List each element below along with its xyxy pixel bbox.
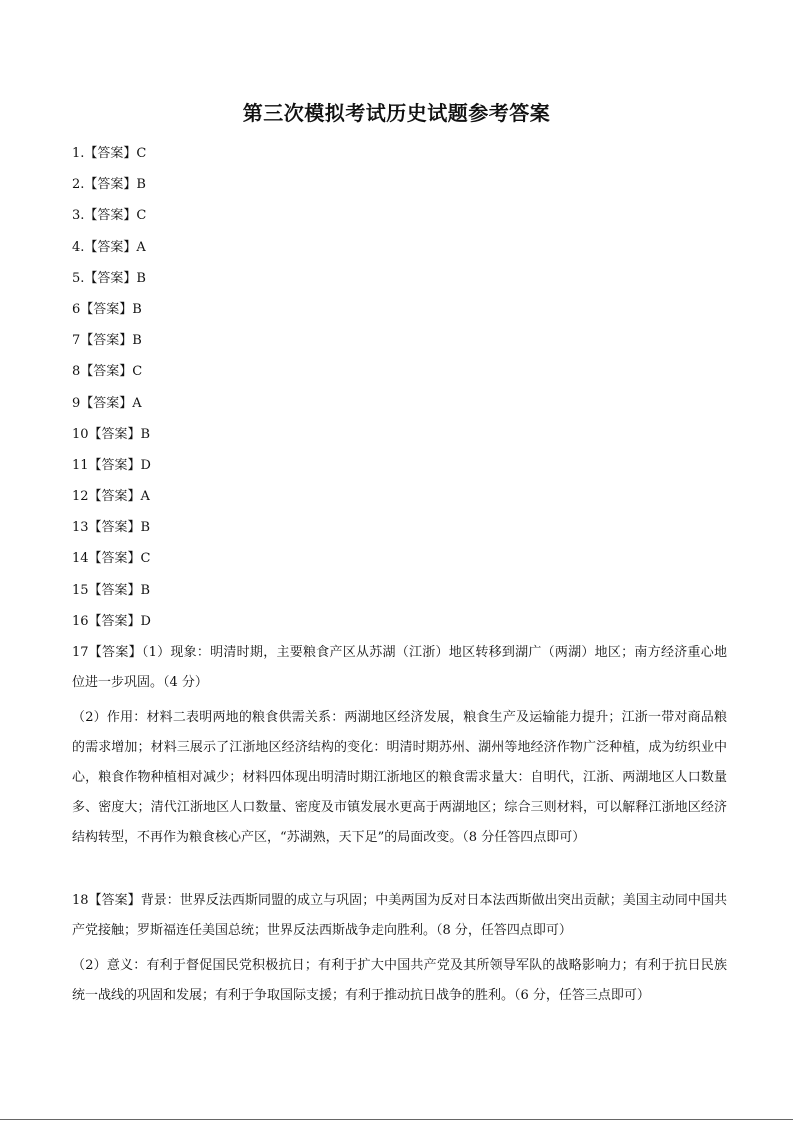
answer-list bbox=[72, 144, 732, 643]
answer-3: 3.【答案】C bbox=[72, 208, 147, 224]
answer-10: 10【答案】B bbox=[72, 426, 151, 442]
page-title: 第三次模拟考试历史试题参考答案 bbox=[242, 101, 551, 125]
answer-14: 14【答案】C bbox=[72, 551, 151, 567]
answer-2: 2.【答案】B bbox=[72, 177, 146, 193]
answer-17-part-1: 17【答案】（1）现象：明清时期，主要粮食产区从苏湖（江浙）地区转移到湖广（两湖）地区；南方经济重心地位进一步巩固。（4 分） bbox=[72, 645, 727, 690]
answer-18-part-2: （2）意义：有利于督促国民党积极抗日；有利于扩大中国共产党及其所领导军队的战略影响力；有利于抗日民族统一战线的巩固和发展；有利于争取国际支援；有利于推动抗日战争的胜利。（6 分，任答三点即可） bbox=[72, 958, 727, 1003]
answer-18-part-1: 18【答案】背景：世界反法西斯同盟的成立与巩固；中美两国为反对日本法西斯做出突出贡献；美国主动同中国共产党接触；罗斯福连任美国总统；世界反法西斯战争走向胜利。（8 分，任答四点即可） bbox=[72, 893, 727, 938]
answer-7: 7【答案】B bbox=[72, 333, 142, 349]
answer-5: 5.【答案】B bbox=[72, 270, 146, 286]
answer-16: 16【答案】D bbox=[72, 613, 151, 629]
page-bottom-divider bbox=[0, 1119, 793, 1120]
answer-6: 6【答案】B bbox=[72, 301, 142, 317]
answer-11: 11【答案】D bbox=[72, 457, 151, 473]
answer-15: 15【答案】B bbox=[72, 582, 151, 598]
answer-8: 8【答案】C bbox=[72, 364, 143, 380]
answer-12: 12【答案】A bbox=[72, 489, 150, 505]
answer-9: 9【答案】A bbox=[72, 395, 142, 411]
answer-4: 4.【答案】A bbox=[72, 239, 146, 255]
answer-13: 13【答案】B bbox=[72, 520, 151, 536]
answer-17-part-2: （2）作用：材料二表明两地的粮食供需关系：两湖地区经济发展，粮食生产及运输能力提升；江浙一带对商品粮的需求增加；材料三展示了江浙地区经济结构的变化：明清时期苏州、湖州等地经济作物广泛种植，成为纺织业中心，粮食作物种植相对减少；材料四体现出明清时期江浙地区的粮食需求量大：自明代，江浙、两湖地区人口数量多、密度大；清代江浙地区人口数量、密度及市镇发展水更高于两湖地区；综合三则材料，可以解释江浙地区经济结构转型，不再作为粮食核心产区，“苏湖熟，天下足”的局面改变。（8 分任答四点即可） bbox=[72, 710, 727, 845]
answer-1: 1.【答案】C bbox=[72, 146, 147, 161]
